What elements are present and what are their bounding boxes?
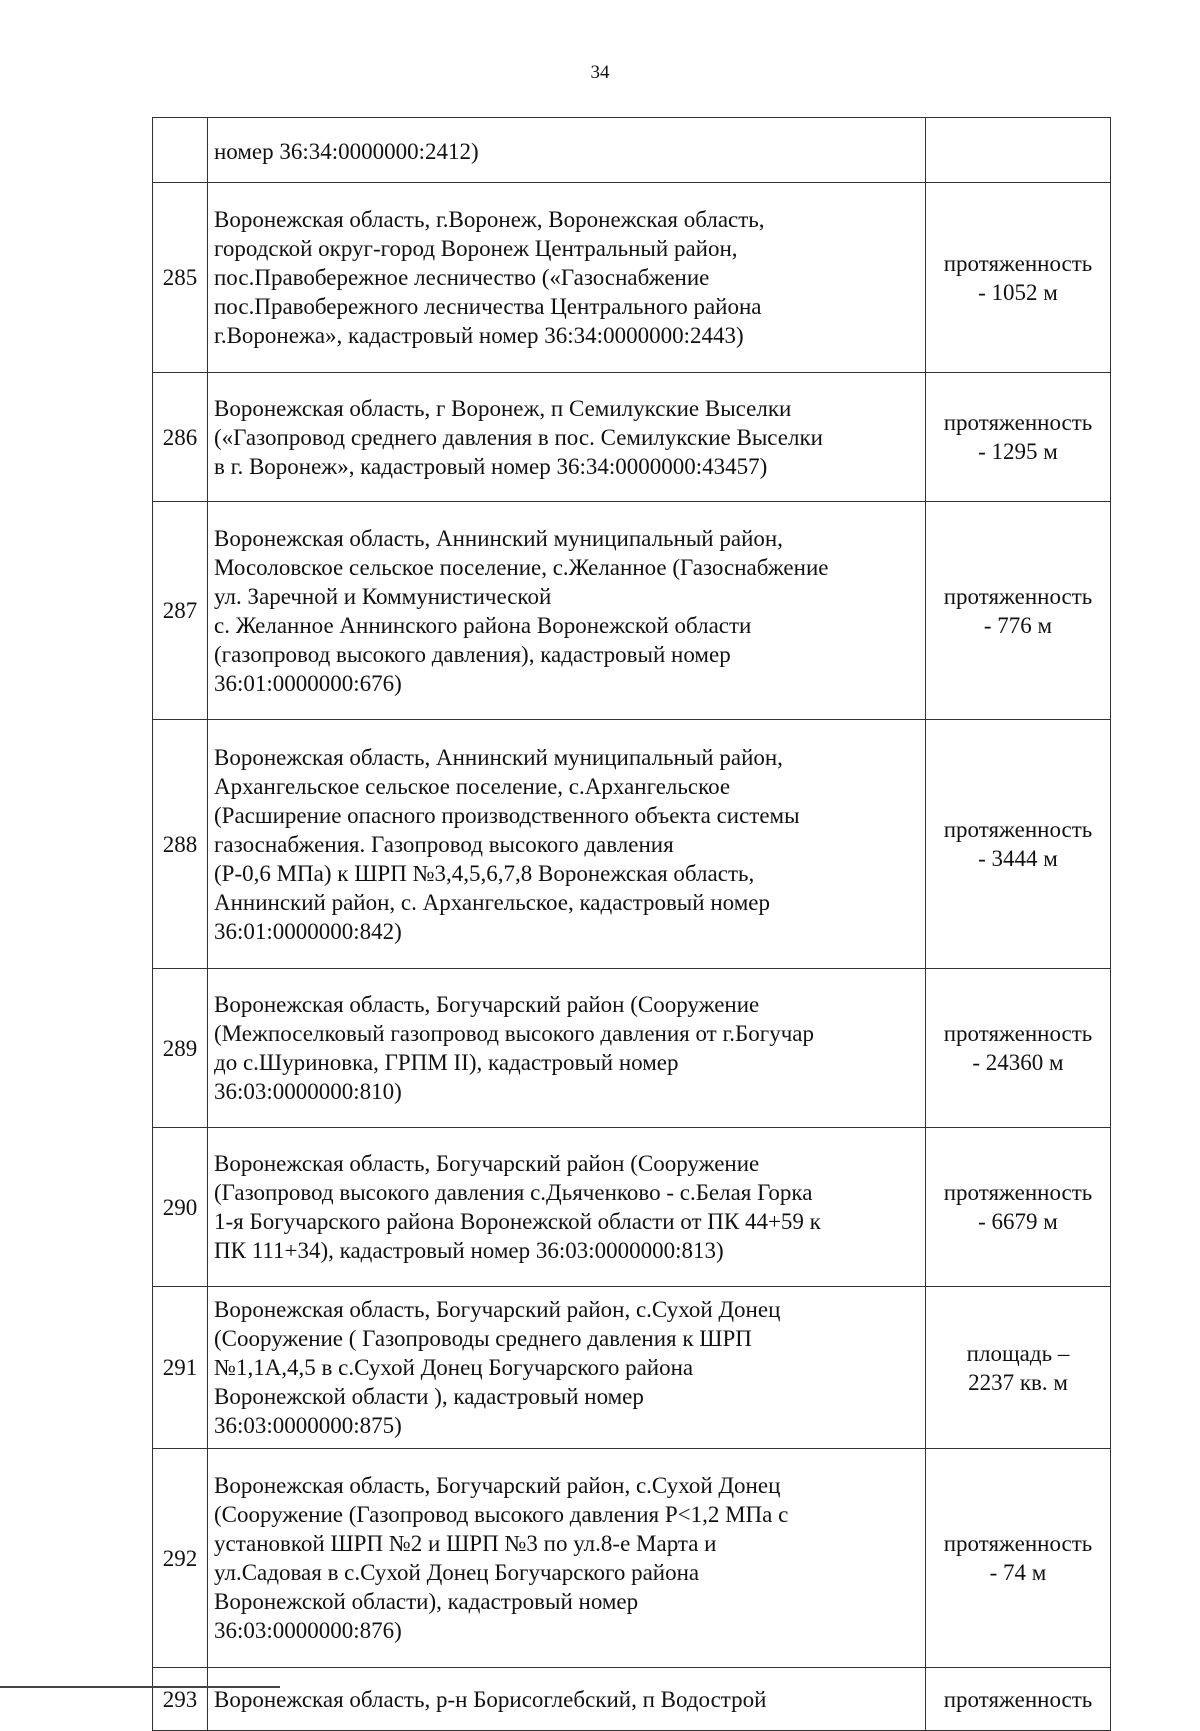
description-line: Воронежская область, Богучарский район, с.Сухой Донец <box>214 1473 781 1498</box>
measurement-type: протяженность <box>943 1180 1093 1205</box>
description-line: в г. Воронеж», кадастровый номер 36:34:0000000:43457) <box>214 453 768 479</box>
description-line: городской округ-город Воронеж Центральный район, <box>214 236 738 261</box>
measurement-value: - 24360 м <box>972 1050 1064 1075</box>
table-row <box>153 118 1111 183</box>
description-line: Аннинский район, с. Архангельское, кадастровый номер <box>214 889 770 915</box>
object-description <box>208 1668 926 1731</box>
description-line: Воронежская область, Аннинский муниципальный район, <box>214 525 783 551</box>
object-description <box>208 502 926 720</box>
object-measurement <box>926 969 1111 1128</box>
object-measurement <box>926 1449 1111 1668</box>
row-number: 285 <box>153 183 208 373</box>
measurement-value: - 1295 м <box>978 439 1058 464</box>
measurement-type: площадь – <box>966 1340 1070 1366</box>
description-line: Архангельское сельское поселение, с.Архангельское <box>214 773 731 799</box>
table-row <box>153 1668 1111 1731</box>
description-line: (Р-0,6 МПа) к ШРП №3,4,5,6,7,8 Воронежская область, <box>214 860 755 886</box>
description-line: 36:03:0000000:810) <box>214 1079 402 1104</box>
description-line: Воронежская область, Богучарский район (Сооружение <box>214 1151 760 1176</box>
object-measurement <box>926 118 1111 183</box>
measurement-value: - 74 м <box>989 1560 1047 1585</box>
description-line: («Газопровод среднего давления в пос. Семилукские Выселки <box>214 424 823 450</box>
object-description <box>208 183 926 373</box>
description-line: г.Воронежа», кадастровый номер 36:34:0000000:2443) <box>214 323 744 348</box>
object-description <box>208 1128 926 1287</box>
object-measurement <box>926 1668 1111 1731</box>
description-line: установкой ШРП №2 и ШРП №3 по ул.8-е Марта и <box>214 1531 717 1556</box>
measurement-type: протяженность <box>943 1686 1093 1712</box>
row-number: 290 <box>153 1128 208 1287</box>
row-number: 293 <box>153 1668 208 1731</box>
measurement-type: протяженность <box>943 250 1093 276</box>
description-line: 36:01:0000000:842) <box>214 918 402 944</box>
measurement-type: протяженность <box>943 1531 1093 1556</box>
description-line: №1,1А,4,5 в с.Сухой Донец Богучарского района <box>214 1355 694 1380</box>
object-description <box>208 118 926 183</box>
page-number: 34 <box>590 62 610 83</box>
object-measurement <box>926 183 1111 373</box>
row-number: 288 <box>153 720 208 969</box>
measurement-value: - 776 м <box>983 612 1053 638</box>
measurement-value: 2237 кв. м <box>968 1369 1068 1395</box>
description-line: ПК 111+34), кадастровый номер 36:03:0000000:813) <box>214 1238 724 1263</box>
description-line: ул. Заречной и Коммунистической <box>214 583 552 609</box>
description-line: (Расширение опасного производственного объекта системы <box>214 802 800 828</box>
registry-table <box>152 117 1111 1731</box>
registry-table-body <box>153 118 1111 1731</box>
object-measurement <box>926 1128 1111 1287</box>
row-number: 291 <box>153 1287 208 1449</box>
object-description <box>208 1449 926 1668</box>
row-number <box>153 118 208 183</box>
measurement-value: - 6679 м <box>978 1209 1058 1234</box>
description-line: пос.Правобережного лесничества Центрального района <box>214 294 762 319</box>
description-line: Мосоловское сельское поселение, с.Желанное (Газоснабжение <box>214 554 829 580</box>
description-line: Воронежская область, Богучарский район (Сооружение <box>214 992 760 1017</box>
description-line: до с.Шуриновка, ГРПМ II), кадастровый номер <box>214 1050 679 1075</box>
measurement-type: протяженность <box>943 817 1093 842</box>
table-row <box>153 373 1111 502</box>
measurement-type: протяженность <box>943 1021 1093 1046</box>
table-row <box>153 1449 1111 1668</box>
description-line: Воронежская область, Богучарский район, с.Сухой Донец <box>214 1297 781 1322</box>
table-row <box>153 1128 1111 1287</box>
description-line: Воронежская область, г.Воронеж, Воронежская область, <box>214 207 765 232</box>
object-description <box>208 969 926 1128</box>
table-row <box>153 720 1111 969</box>
description-line: ул.Садовая в с.Сухой Донец Богучарского района <box>214 1560 700 1585</box>
description-line: Воронежская область, Аннинский муниципальный район, <box>214 744 783 770</box>
object-description <box>208 1287 926 1449</box>
measurement-value: - 1052 м <box>978 279 1058 305</box>
measurement-type: протяженность <box>943 410 1093 435</box>
description-line: (Межпоселковый газопровод высокого давления от г.Богучар <box>214 1021 814 1046</box>
table-row <box>153 969 1111 1128</box>
table-row <box>153 183 1111 373</box>
object-description <box>208 720 926 969</box>
row-number: 286 <box>153 373 208 502</box>
description-line: 1-я Богучарского района Воронежской области от ПК 44+59 к <box>214 1209 821 1234</box>
description-line: Воронежская область, р-н Борисоглебский, п Водострой <box>214 1686 767 1712</box>
object-measurement <box>926 373 1111 502</box>
description-line: 36:03:0000000:876) <box>214 1618 402 1643</box>
measurement-type: протяженность <box>943 583 1093 609</box>
object-measurement <box>926 502 1111 720</box>
description-line: пос.Правобережное лесничество («Газоснабжение <box>214 265 710 290</box>
row-number: 287 <box>153 502 208 720</box>
measurement-value: - 3444 м <box>978 846 1058 871</box>
table-row <box>153 1287 1111 1449</box>
description-line: с. Желанное Аннинского района Воронежской области <box>214 612 752 638</box>
row-number: 289 <box>153 969 208 1128</box>
row-number: 292 <box>153 1449 208 1668</box>
description-line: Воронежской области ), кадастровый номер <box>214 1384 644 1409</box>
object-measurement <box>926 720 1111 969</box>
description-line: номер 36:34:0000000:2412) <box>214 138 479 164</box>
description-line: (Сооружение ( Газопроводы среднего давления к ШРП <box>214 1326 752 1351</box>
description-line: (газопровод высокого давления), кадастровый номер <box>214 641 731 667</box>
description-line: (Газопровод высокого давления с.Дьяченково - с.Белая Горка <box>214 1180 813 1205</box>
description-line: 36:03:0000000:875) <box>214 1413 402 1438</box>
footer-rule <box>0 1686 280 1688</box>
table-row <box>153 502 1111 720</box>
object-description <box>208 373 926 502</box>
description-line: Воронежской области), кадастровый номер <box>214 1589 639 1614</box>
description-line: (Сооружение (Газопровод высокого давления Р<1,2 МПа с <box>214 1502 789 1527</box>
object-measurement <box>926 1287 1111 1449</box>
description-line: газоснабжения. Газопровод высокого давления <box>214 831 674 857</box>
description-line: Воронежская область, г Воронеж, п Семилукские Выселки <box>214 395 792 421</box>
description-line: 36:01:0000000:676) <box>214 670 402 696</box>
